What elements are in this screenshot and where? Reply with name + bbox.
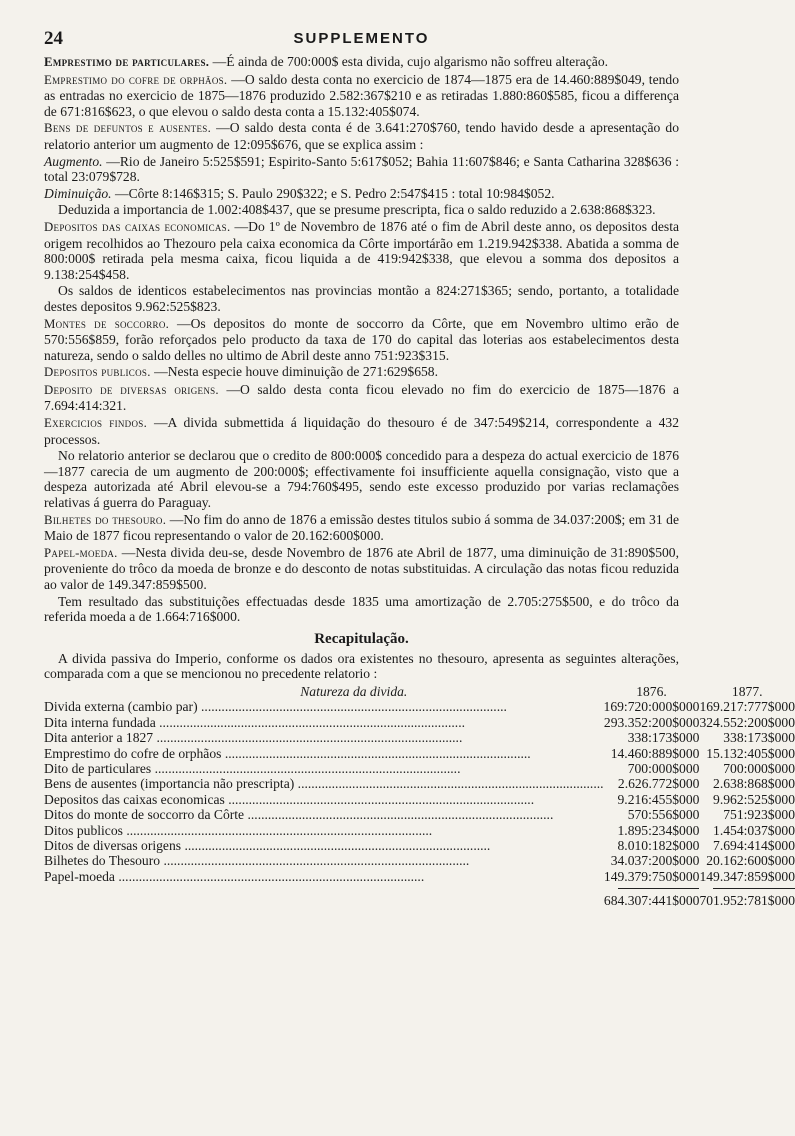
paragraph — [44, 382, 679, 414]
row-value-1876: 1.895:234$000 — [617, 822, 700, 838]
paragraph-text: No relatorio anterior se declarou que o credito de 800:000$ concedido para a despeza do actual exercicio de 1876—1877 carecia de um augmento de 200:000$; effectivamente foi insufficiente aquella consignação, visto que a despeza autorizada até Abril elevou-se a 794:760$495, sendo este excesso produzido por varias reclamações relativas á guerra do Paraguay. — [44, 448, 679, 511]
paragraph-label-italic: Augmento. — [44, 153, 103, 169]
paragraph-label-italic: Diminuição. — [44, 185, 112, 201]
row-value-1877: 2.638:868$000 — [713, 776, 795, 792]
col-header-1876: 1876. — [636, 683, 667, 699]
dot-leader: .......................................................................................... — [224, 791, 535, 807]
body-text — [44, 54, 679, 625]
dot-leader: .......................................................................................... — [197, 699, 507, 715]
table-row — [44, 792, 795, 807]
paragraph — [44, 364, 679, 381]
paragraph-text: —Rio de Janeiro 5:525$591; Espirito-Santo 5:617$052; Bahia 11:607$846; e Santa Catharina 328$636 : total 23:079$728. — [44, 153, 679, 185]
total-rule — [604, 884, 700, 893]
row-name: Dita anterior a 1827 — [44, 730, 154, 746]
row-value-1877: 324.552:200$000 — [699, 714, 795, 730]
paragraph-label: Montes de soccorro. — [44, 316, 170, 331]
paragraph — [44, 316, 679, 364]
dot-leader: .......................................................................................... — [155, 714, 465, 730]
row-value-1876: 338:173$000 — [627, 730, 700, 746]
table-row — [44, 807, 795, 822]
paragraph-label: Bilhetes do thesouro. — [44, 512, 167, 527]
recap-table — [44, 684, 795, 909]
row-value-1877: 700:000$000 — [723, 761, 795, 776]
paragraph-text: —Os depositos do monte de soccorro da Côrte, que em Novembro ultimo erão de 570:556$859, forão reforçados pelo producto da taxa de 170 do capital das loterias aos estabelecimentos desta natureza, sendo o saldo delles no ultimo de Abril deste anno 751:923$315. — [44, 315, 679, 363]
table-row — [44, 776, 795, 791]
paragraph-text: —Do 1º de Novembro de 1876 até o fim de Abril deste anno, os depositos desta origem recolhidos ao Thezouro pela caixa economica da Côrte importárão em 1.219.942$338. Abatida a somma de 800:000$ retirada pela mesma caixa, ficou liquida a de 419:942$338, que elevou a somma dos depositos a 9.138:254$458. — [44, 218, 680, 282]
paragraph-text: —Nesta divida deu-se, desde Novembro de 1876 ate Abril de 1877, uma diminuição de 31:890$500, proveniente do trôco da moeda de bronze e do desconto de notas substituidas. A circulação das notas ficou reduzida ao valor de 149.347:859$500. — [44, 544, 679, 592]
paragraph-text: —É ainda de 700:000$ esta divida, cujo algarismo não soffreu alteração. — [209, 54, 609, 69]
table-row — [44, 746, 795, 761]
row-value-1877: 751:923$000 — [723, 807, 795, 823]
table-row — [44, 699, 795, 714]
paragraph-label: Deposito de diversas origens. — [44, 382, 219, 397]
row-value-1876: 14.460:889$000 — [610, 745, 700, 761]
totals-row — [44, 893, 795, 908]
row-name: Dito de particulares — [44, 761, 152, 776]
paragraph-label: Papel-moeda. — [44, 545, 118, 560]
paragraph — [44, 202, 679, 218]
row-name: Bens de ausentes (importancia não prescripta) — [44, 776, 295, 792]
table-row — [44, 761, 795, 776]
row-value-1876: 34.037:200$000 — [610, 853, 700, 869]
table-row — [44, 838, 795, 853]
paragraph-text: —Nesta especie houve diminuição de 271:629$658. — [150, 364, 438, 380]
row-name: Ditos do monte de soccorro da Côrte — [44, 807, 245, 823]
table-row — [44, 869, 795, 884]
table-row — [44, 730, 795, 745]
paragraph-text: —No fim do anno de 1876 a emissão destes titulos subio á somma de 34.037:200$; em 31 de Maio de 1877 ficou representando o valor de 20.162:600$000. — [44, 511, 679, 544]
paragraph-label: Bens de defuntos e ausentes. — [44, 121, 212, 136]
paragraph-text: —Côrte 8:146$315; S. Paulo 290$322; e S. Pedro 2:547$415 : total 10:984$052. — [111, 185, 555, 201]
paragraph — [44, 120, 679, 152]
row-value-1876: 2.626.772$000 — [617, 776, 700, 792]
paragraph-label: Depositos das caixas economicas. — [44, 219, 231, 234]
row-name: Papel-moeda — [44, 868, 115, 884]
paragraph — [44, 54, 679, 71]
row-name: Depositos das caixas economicas — [44, 791, 225, 807]
dot-leader: .......................................................................................... — [160, 853, 470, 869]
dot-leader: .......................................................................................... — [114, 868, 425, 884]
section-title: Recapitulação. — [314, 630, 409, 647]
paragraph-text: —O saldo desta conta é de 3.641:270$760, tendo havido desde a apresentação do relatorio anterior um augmento de 12:095$676, que se explica assim : — [44, 120, 679, 152]
paragraph-text: Os saldos de identicos estabelecimentos nas provincias montão a 824:271$365; sendo, portanto, a totalidade destes depositos 9.962:525$823. — [44, 283, 679, 314]
paragraph — [44, 219, 679, 282]
row-value-1877: 20.162:600$000 — [706, 853, 795, 869]
paragraph-label: Depositos publicos. — [44, 365, 151, 380]
paragraph-text: Deduzida a importancia de 1.002:408$437, que se presume prescripta, fica o saldo reduzido a 2.638:868$323. — [58, 202, 656, 218]
total-rule — [699, 884, 795, 893]
total-rule-row — [44, 884, 795, 893]
paragraph-text: —O saldo desta conta ficou elevado no fim do exercicio de 1875—1876 a 7.694:414:321. — [44, 381, 679, 414]
table-row — [44, 853, 795, 868]
paragraph-text: Tem resultado das substituições effectuadas desde 1835 uma amortização de 2.705:275$500, e do trôco da referida moeda a de 1.664:716$000. — [44, 593, 679, 625]
page-number: 24 — [44, 28, 63, 49]
paragraph-label: Emprestimo de particulares. — [44, 55, 210, 69]
running-title: SUPPLEMENTO — [293, 30, 430, 47]
row-value-1877: 149.347:859$000 — [699, 868, 795, 884]
paragraph — [44, 415, 679, 447]
row-value-1877: 15.132:405$000 — [706, 745, 795, 761]
row-name: Bilhetes do Thesouro — [44, 853, 161, 869]
recap-header-row — [44, 684, 795, 699]
row-value-1876: 8.010:182$000 — [617, 838, 700, 854]
paragraph-label: Exercicios findos. — [44, 416, 148, 431]
paragraph — [44, 448, 679, 510]
paragraph — [44, 186, 679, 202]
row-name: Divida externa (cambio par) — [44, 699, 198, 715]
paragraph-text: —A divida submettida á liquidação do thesouro é de 347:549$214, correspondente a 432 processos. — [44, 415, 679, 447]
dot-leader: .......................................................................................... — [151, 761, 461, 776]
col-header-1877: 1877. — [731, 683, 763, 699]
table-row — [44, 823, 795, 838]
row-name: Ditos de diversas origens — [44, 838, 182, 854]
row-value-1877: 1.454:037$000 — [713, 822, 795, 838]
dot-leader: .......................................................................................... — [221, 745, 531, 761]
paragraph — [44, 72, 679, 120]
row-name: Emprestimo do cofre de orphãos — [44, 745, 222, 761]
row-value-1876: 9.216:455$000 — [617, 791, 700, 807]
dot-leader: .......................................................................................... — [122, 822, 433, 838]
dot-leader: .......................................................................................... — [244, 807, 554, 823]
row-value-1876: 570:556$000 — [627, 807, 700, 823]
paragraph — [44, 512, 679, 544]
dot-leader: .......................................................................................... — [181, 838, 491, 854]
total-1877: 701.952:781$000 — [699, 893, 795, 909]
row-value-1876: 293.352:200$000 — [603, 714, 700, 730]
row-name: Dita interna fundada — [44, 714, 156, 730]
page-header — [44, 28, 679, 54]
row-value-1877: 338:173$000 — [723, 730, 795, 746]
col-header-name: Natureza da divida. — [300, 683, 408, 699]
paragraph-text: —O saldo desta conta no exercicio de 1874—1875 era de 14.460:889$049, tendo as entradas no exercicio de 1875—1876 produzido 2.582:367$210 e as retiradas 1.880:860$585, ficou a differença de 671:816$623, o que elevou o saldo desta conta a 15.132:405$074. — [44, 71, 680, 119]
paragraph — [44, 594, 679, 625]
dot-leader: .......................................................................................... — [294, 776, 604, 792]
row-value-1877: 9.962:525$000 — [713, 791, 795, 807]
row-value-1876: 149.379:750$000 — [603, 868, 700, 884]
paragraph — [44, 154, 679, 185]
row-value-1876: 169:720:000$000 — [603, 699, 700, 715]
paragraph — [44, 545, 679, 593]
total-1876: 684.307:441$000 — [603, 893, 700, 909]
recap-intro: A divida passiva do Imperio, conforme os dados ora existentes no thesouro, apresenta as seguintes alterações, comparada com a que se mencionou no precedente relatorio : — [44, 650, 679, 682]
row-value-1877: 169.217:777$000 — [699, 699, 795, 715]
row-name: Ditos publicos — [44, 822, 123, 838]
row-value-1876: 700:000$000 — [627, 761, 700, 776]
row-value-1877: 7.694:414$000 — [713, 838, 795, 854]
paragraph — [44, 283, 679, 314]
paragraph-label: Emprestimo do cofre de orphãos. — [44, 72, 228, 87]
dot-leader: .......................................................................................... — [153, 730, 463, 746]
table-row — [44, 715, 795, 730]
